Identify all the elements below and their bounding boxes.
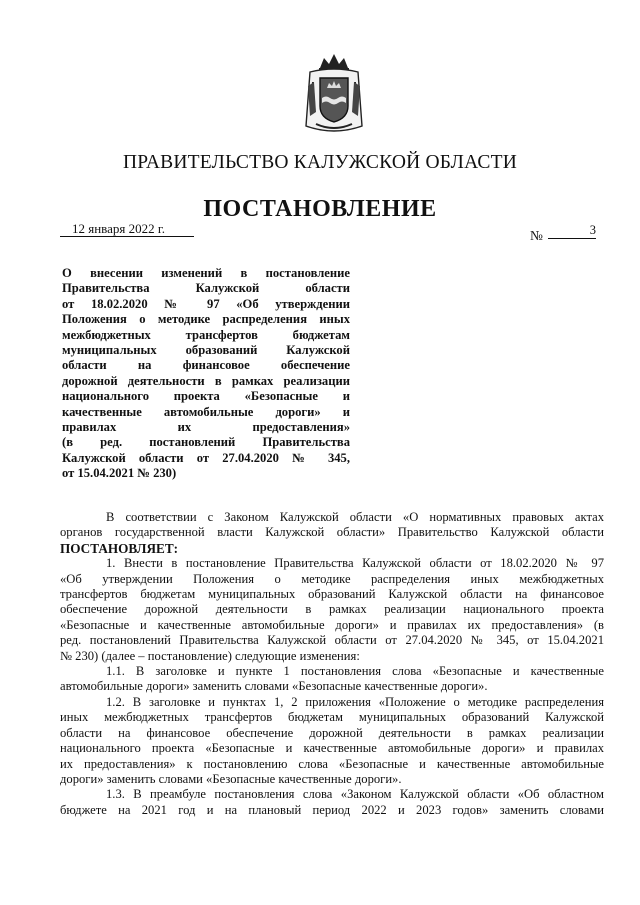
subject-line: Положения о методике распределения иных xyxy=(62,312,350,327)
subject-line: Калужской области от 27.04.2020 № 345, xyxy=(62,450,350,465)
body-line: 1. Внести в постановление Правительства Калужской области от 18.02.2020 № 97 xyxy=(106,556,604,571)
body-line: бюджете на 2021 год и на плановый период 2022 и 2023 годов» заменить словами xyxy=(60,802,604,817)
subject-line: (в ред. постановлений Правительства xyxy=(62,435,350,450)
body-line: национального проекта «Безопасные и качественные автомобильные дороги» и правилах xyxy=(60,741,604,756)
body-line: 1.2. В заголовке и пунктах 1, 2 приложения «Положение о методике распределения xyxy=(106,694,604,709)
body-line: дороги» заменить словами «Безопасные качественные дороги». xyxy=(60,771,402,786)
document-number-label: № xyxy=(530,228,543,243)
body-line: области на финансовое обеспечение дорожной деятельности в рамках реализации xyxy=(60,725,604,740)
body-line: 1.3. В преамбуле постановления слова «Законом Калужской области «Об областном xyxy=(106,787,604,802)
subject-line: межбюджетных трансфертов бюджетам xyxy=(62,327,350,342)
subject-line: национального проекта «Безопасные и xyxy=(62,389,350,404)
document-body xyxy=(60,510,604,818)
document-date: 12 января 2022 г. xyxy=(60,221,194,237)
body-line: автомобильные дороги» заменить словами «Безопасные качественные дороги». xyxy=(60,679,488,694)
resolves-heading: ПОСТАНОВЛЯЕТ: xyxy=(60,540,179,556)
body-line: «Об утверждении Положения о методике распределения иных межбюджетных xyxy=(60,571,604,586)
document-type-title: ПОСТАНОВЛЕНИЕ xyxy=(203,196,437,222)
subject-line: О внесении изменений в постановление xyxy=(62,266,350,280)
subject-line: от 18.02.2020 № 97 «Об утверждении xyxy=(62,296,350,311)
document-subject xyxy=(62,266,350,482)
body-line: иных межбюджетных трансфертов бюджетам муниципальных образований Калужской xyxy=(60,710,604,725)
government-title: ПРАВИТЕЛЬСТВО КАЛУЖСКОЙ ОБЛАСТИ xyxy=(123,152,517,173)
body-line: «Безопасные и качественные автомобильные дороги» и правилах их предоставления» (в xyxy=(60,617,604,632)
body-line: их предоставления» к постановлению слова «Безопасные и качественные автомобильные xyxy=(60,756,604,771)
body-line: В соответствии с Законом Калужской области «О нормативных правовых актах xyxy=(106,510,604,524)
subject-line: муниципальных образований Калужской xyxy=(62,343,350,358)
body-line: ред. постановлений Правительства Калужской области от 27.04.2020 № 345, от 15.04.2021 xyxy=(60,633,604,648)
body-line: трансфертов бюджетам муниципальных образований Калужской области на финансовое xyxy=(60,587,604,602)
body-line: № 230) (далее – постановление) следующие изменения: xyxy=(60,648,360,663)
subject-line: области на финансовое обеспечение xyxy=(62,358,350,373)
body-line: органов государственной власти Калужской области» Правительство Калужской области xyxy=(60,525,604,540)
document-number: 3 xyxy=(548,223,596,239)
subject-line: дорожной деятельности в рамках реализации xyxy=(62,373,350,388)
body-line: 1.1. В заголовке и пункте 1 постановления слова «Безопасные и качественные xyxy=(106,664,604,679)
kaluga-coat-of-arms-icon xyxy=(302,52,366,136)
subject-line: правилах их предоставления» xyxy=(62,420,350,435)
subject-line: качественные автомобильные дороги» и xyxy=(62,404,350,419)
subject-line: от 15.04.2021 № 230) xyxy=(62,466,177,481)
body-line: обеспечение дорожной деятельности в рамках реализации национального проекта xyxy=(60,602,604,617)
subject-line: Правительства Калужской области xyxy=(62,281,350,296)
